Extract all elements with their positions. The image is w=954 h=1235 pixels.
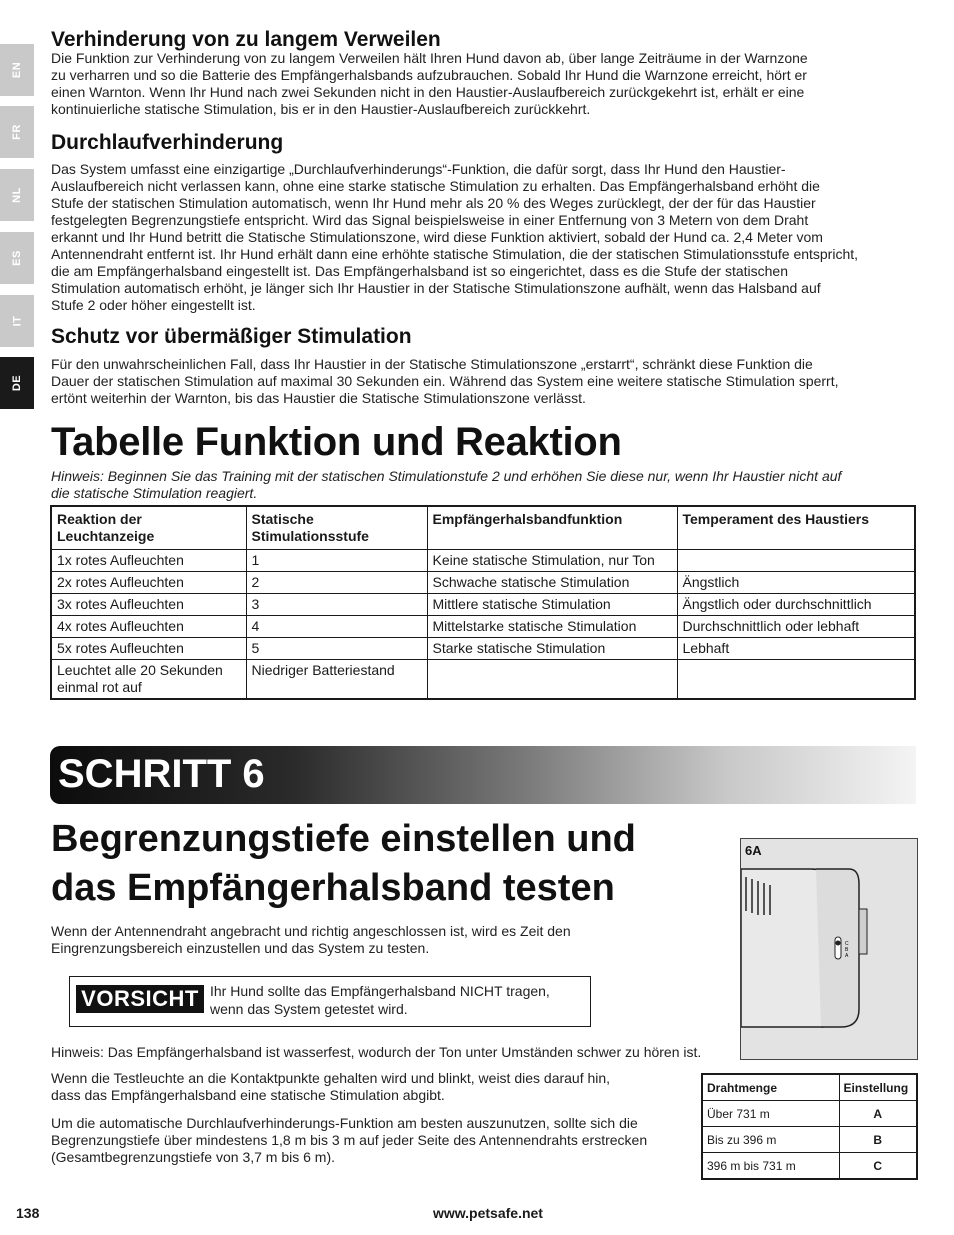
table-cell: Bis zu 396 m xyxy=(702,1127,839,1153)
step-title xyxy=(51,815,731,913)
cell-text: Leuchtet alle 20 Sekunden xyxy=(57,662,223,678)
text-line: kontinuierliche statische Stimulation, bis er in den Haustier-Auslaufbereich zurückkehrt. xyxy=(51,101,591,117)
table-cell xyxy=(51,572,246,594)
text-line: Begrenzungstiefe über mindestens 1,8 m bis 3 m auf jeder Seite des Antennendrahts erstrecken xyxy=(51,1132,648,1148)
header-cell xyxy=(677,506,915,550)
table-cell xyxy=(51,550,246,572)
header-cell xyxy=(427,506,677,550)
cell-text: Mittelstarke statische Stimulation xyxy=(432,618,637,634)
table-cell xyxy=(677,616,915,638)
table-row xyxy=(702,1127,917,1153)
lang-tab-fr[interactable] xyxy=(0,106,34,158)
table-cell: Über 731 m xyxy=(702,1101,839,1127)
cell-text: 3 xyxy=(251,596,260,612)
text-line: wenn das System getestet wird. xyxy=(210,1001,408,1017)
text-line: Stufe der statischen Stimulation automatisch, wenn Ihr Hund mehr als 20 % des Weges zurücklegt, der der für das Haustier xyxy=(51,195,816,211)
lang-tab-label: DE xyxy=(11,374,23,392)
table-cell: A xyxy=(839,1101,917,1127)
cell-text: Lebhaft xyxy=(682,640,730,656)
table-cell xyxy=(246,550,427,572)
header-cell: Einstellung xyxy=(839,1074,917,1101)
header-text: Temperament des Haustiers xyxy=(682,511,869,527)
table-row xyxy=(51,572,915,594)
table-row xyxy=(51,660,915,700)
header-cell: Drahtmenge xyxy=(702,1074,839,1101)
text-line: Stimulation automatisch erhöht, je länger sich Ihr Haustier in der Statische Stimulationszone aufhält, wenn das Halsband auf xyxy=(51,280,821,296)
section-heading: Durchlaufverhinderung xyxy=(51,131,284,154)
switch-letter: C xyxy=(845,941,849,947)
table-cell: C xyxy=(839,1153,917,1180)
transmitter-illustration xyxy=(741,839,917,1059)
text-line: Stufe 2 oder höher eingestellt ist. xyxy=(51,297,256,313)
text-line: Hinweis: Beginnen Sie das Training mit der statischen Stimulationstufe 2 und erhöhen Sie diese nur, wenn Ihr Haustier nicht auf xyxy=(51,468,842,484)
table-title: Tabelle Funktion und Reaktion xyxy=(51,420,622,464)
table-cell xyxy=(427,660,677,700)
title-line: Begrenzungstiefe einstellen und xyxy=(51,818,636,860)
page-number: 138 xyxy=(16,1205,40,1221)
figure-label: 6A xyxy=(745,843,762,858)
caution-text xyxy=(210,982,585,1018)
cell-text: Schwache statische Stimulation xyxy=(432,574,630,590)
text-line: Antennendraht entfernt ist. Ihr Hund erhält dann eine erhöhte statische Stimulation, die der statischen Stimulationsstufe entspricht, xyxy=(51,246,859,262)
cell-text: Niedriger Batteriestand xyxy=(251,662,395,678)
text-line: Eingrenzungsbereich einzustellen und das System zu testen. xyxy=(51,940,430,956)
table-cell xyxy=(246,594,427,616)
switch-letter: A xyxy=(845,953,849,959)
text-line: festgelegten Begrenzungstiefe entspricht. Wird das Signal beispielsweise in einer Entfernung von 3 Metern von dem Draht xyxy=(51,212,809,228)
cell-text: 4 xyxy=(251,618,260,634)
table-cell xyxy=(427,594,677,616)
text-line: Das System umfasst eine einzigartige „Durchlaufverhinderungs“-Funktion, die dafür sorgt, dass Ihr Hund den Haustier- xyxy=(51,161,786,177)
table-cell xyxy=(51,638,246,660)
table-cell xyxy=(427,638,677,660)
table-note xyxy=(51,468,841,502)
section-paragraph xyxy=(51,50,808,118)
table-cell xyxy=(427,572,677,594)
text-line: Ihr Hund sollte das Empfängerhalsband NICHT tragen, xyxy=(210,983,550,999)
test-light-paragraph xyxy=(51,1070,610,1104)
table-cell xyxy=(246,638,427,660)
footer-url[interactable]: www.petsafe.net xyxy=(433,1205,543,1221)
cell-text: Durchschnittlich oder lebhaft xyxy=(682,618,860,634)
text-line: dass das Empfängerhalsband eine statische Stimulation abgibt. xyxy=(51,1087,445,1103)
cell-text: 5x rotes Aufleuchten xyxy=(57,640,184,656)
step-banner-label: SCHRITT 6 xyxy=(58,752,265,796)
table-row xyxy=(702,1101,917,1127)
table-row xyxy=(51,638,915,660)
lang-tab-label: ES xyxy=(11,250,23,266)
lang-tab-es[interactable] xyxy=(0,232,34,284)
text-line: die am Empfängerhalsband eingestellt ist. Das Empfängerhalsband ist so eingerichtet, dass es die Stufe der statischen xyxy=(51,263,788,279)
lang-tab-label: NL xyxy=(10,187,23,203)
figure-6a xyxy=(740,838,918,1060)
text-line: Die Funktion zur Verhinderung von zu langem Verweilen hält Ihren Hund davon ab, über lange Zeiträume in der Warnzone xyxy=(51,50,808,66)
text-line: Dauer der statischen Stimulation auf maximal 30 Sekunden ein. Während das System eine weitere statische Stimulation sperrt, xyxy=(51,373,839,389)
cell-text: 2x rotes Aufleuchten xyxy=(57,574,184,590)
lang-tab-label: EN xyxy=(11,61,23,79)
text-line: Um die automatische Durchlaufverhinderungs-Funktion am besten auszunutzen, sollte sich die xyxy=(51,1115,638,1131)
caution-box xyxy=(69,976,591,1027)
table-cell xyxy=(51,616,246,638)
text-line: Wenn der Antennendraht angebracht und richtig angeschlossen ist, wird es Zeit den xyxy=(51,923,571,939)
table-cell xyxy=(427,616,677,638)
table-cell xyxy=(51,660,246,700)
text-line: ertönt weiterhin der Warnton, bis das Haustier die Statische Stimulationszone verlässt. xyxy=(51,390,586,406)
caution-badge: VORSICHT xyxy=(76,985,204,1013)
table-cell: 396 m bis 731 m xyxy=(702,1153,839,1180)
wire-setting-table xyxy=(701,1073,918,1180)
header-text: Statische xyxy=(251,511,314,527)
table-cell xyxy=(677,594,915,616)
table-cell xyxy=(246,616,427,638)
cell-text: Ängstlich xyxy=(682,574,740,590)
table-header-row xyxy=(702,1074,917,1101)
header-text: Leuchtanzeige xyxy=(57,528,155,544)
table-row xyxy=(702,1153,917,1180)
lang-tab-nl[interactable] xyxy=(0,169,34,221)
table-cell xyxy=(677,550,915,572)
table-header-row xyxy=(51,506,915,550)
table-cell xyxy=(427,550,677,572)
cell-text: Starke statische Stimulation xyxy=(432,640,606,656)
waterproof-note: Hinweis: Das Empfängerhalsband ist wasserfest, wodurch der Ton unter Umständen schwer zu hören ist. xyxy=(51,1044,702,1060)
lang-tab-it[interactable] xyxy=(0,295,34,347)
section-heading: Schutz vor übermäßiger Stimulation xyxy=(51,325,412,348)
header-text: Empfängerhalsbandfunktion xyxy=(432,511,623,527)
text-line: zu verharren und so die Batterie des Empfängerhalsbands aufzubrauchen. Sobald Ihr Hund die Warnzone erreicht, hört er xyxy=(51,67,807,83)
text-line: (Gesamtbegrenzungstiefe von 3,7 m bis 6 m). xyxy=(51,1149,336,1165)
cell-text: 5 xyxy=(251,640,260,656)
depth-paragraph xyxy=(51,1115,647,1166)
header-cell xyxy=(246,506,427,550)
lang-tab-label: FR xyxy=(10,124,23,140)
cell-text: 2 xyxy=(251,574,260,590)
table-row xyxy=(51,550,915,572)
cell-text: 1 xyxy=(251,552,260,568)
table-cell: B xyxy=(839,1127,917,1153)
lang-tab-de[interactable] xyxy=(0,357,34,409)
cell-text: Mittlere statische Stimulation xyxy=(432,596,611,612)
cell-text: 4x rotes Aufleuchten xyxy=(57,618,184,634)
cell-text: 1x rotes Aufleuchten xyxy=(57,552,184,568)
cell-text: 3x rotes Aufleuchten xyxy=(57,596,184,612)
lang-tab-en[interactable] xyxy=(0,44,34,96)
table-row xyxy=(51,594,915,616)
section-paragraph xyxy=(51,161,858,314)
text-line: die statische Stimulation reagiert. xyxy=(51,485,258,501)
table-cell xyxy=(246,660,427,700)
text-line: Für den unwahrscheinlichen Fall, dass Ihr Haustier in der Statische Stimulationszone „erstarrt“, schränkt diese Funktion die xyxy=(51,356,813,372)
section-heading: Verhinderung von zu langem Verweilen xyxy=(51,28,441,51)
table-cell xyxy=(677,660,915,700)
text-line: einen Warnton. Wenn Ihr Hund nach zwei Sekunden nicht in den Haustier-Auslaufbereich zurückgekehrt ist, erhält er eine xyxy=(51,84,805,100)
text-line: Auslaufbereich nicht verlassen kann, ohne eine starke statische Stimulation zu erhalten. Das Empfängerhalsband erhöht die xyxy=(51,178,820,194)
function-response-table xyxy=(50,505,916,700)
switch-letter: B xyxy=(845,947,849,953)
header-text: Stimulationsstufe xyxy=(251,528,369,544)
table-cell xyxy=(246,572,427,594)
text-line: erkannt und Ihr Hund betritt die Statische Stimulationszone, wird diese Funktion aktiviert, sobald der Hund ca. 2,4 Meter vom xyxy=(51,229,823,245)
table-cell xyxy=(677,638,915,660)
cell-text: Keine statische Stimulation, nur Ton xyxy=(432,552,655,568)
table-row xyxy=(51,616,915,638)
header-cell xyxy=(51,506,246,550)
header-text: Reaktion der xyxy=(57,511,142,527)
table-cell xyxy=(677,572,915,594)
table-cell xyxy=(51,594,246,616)
title-line: das Empfängerhalsband testen xyxy=(51,867,615,909)
text-line: Wenn die Testleuchte an die Kontaktpunkte gehalten wird und blinkt, weist dies darauf hin, xyxy=(51,1070,611,1086)
step-banner xyxy=(50,746,916,804)
cell-text: Ängstlich oder durchschnittlich xyxy=(682,596,872,612)
step-intro xyxy=(51,923,571,957)
cell-text: einmal rot auf xyxy=(57,679,142,695)
lang-tab-label: IT xyxy=(11,315,23,327)
section-paragraph xyxy=(51,356,839,407)
